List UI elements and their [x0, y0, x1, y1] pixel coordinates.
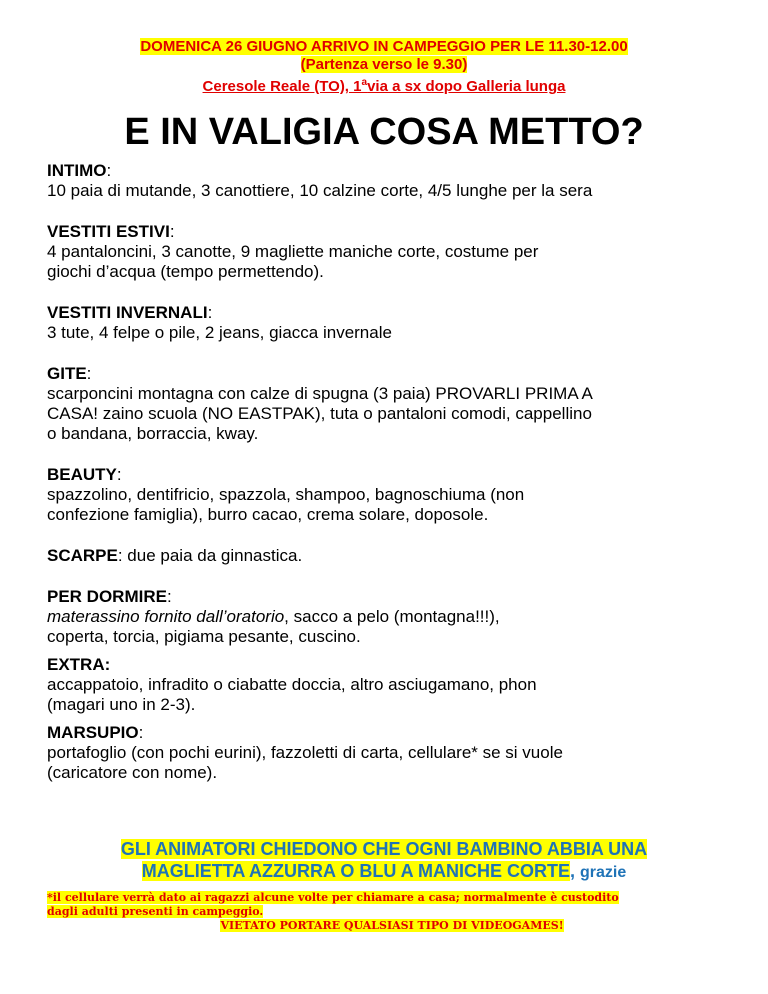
- section-per-dormire: [47, 587, 727, 647]
- footnote: [47, 891, 737, 933]
- note-comma: ,: [570, 861, 581, 881]
- section-gite: [47, 364, 727, 444]
- location-sup: a: [361, 77, 368, 88]
- section-heading: BEAUTY: [47, 465, 117, 484]
- note-line: GLI ANIMATORI CHIEDONO CHE OGNI BAMBINO ABBIA UNA: [120, 839, 648, 859]
- section-body: portafoglio (con pochi eurini), fazzoletti di carta, cellulare* se si vuole: [47, 743, 563, 762]
- arrival-line: DOMENICA 26 GIUGNO ARRIVO IN CAMPEGGIO PER LE 11.30-12.00: [140, 38, 628, 55]
- videogames-warning: VIETATO PORTARE QUALSIASI TIPO DI VIDEOGAMES!: [220, 919, 564, 932]
- section-body: CASA! zaino scuola (NO EASTPAK), tuta o pantaloni comodi, cappellino: [47, 404, 592, 423]
- section-body-italic: materassino fornito dall’oratorio: [47, 607, 285, 626]
- section-vestiti-invernali: [47, 303, 727, 343]
- section-body: scarponcini montagna con calze di spugna (3 paia) PROVARLI PRIMA A: [47, 384, 593, 403]
- footnote-line: *il cellulare verrà dato ai ragazzi alcune volte per chiamare a casa; normalmente è custodito: [47, 891, 619, 904]
- section-body: 3 tute, 4 felpe o pile, 2 jeans, giacca invernale: [47, 323, 392, 342]
- section-heading: GITE: [47, 364, 87, 383]
- section-heading: VESTITI ESTIVI: [47, 222, 170, 241]
- section-marsupio: [47, 723, 727, 783]
- location-text: Ceresole Reale (TO), 1: [202, 78, 362, 95]
- section-body: (magari uno in 2-3).: [47, 695, 196, 714]
- section-body: o bandana, borraccia, kway.: [47, 424, 259, 443]
- section-body: confezione famiglia), burro cacao, crema solare, doposole.: [47, 505, 489, 524]
- note-line: MAGLIETTA AZZURRA O BLU A MANICHE CORTE: [141, 861, 571, 881]
- section-body: coperta, torcia, pigiama pesante, cuscino.: [47, 627, 361, 646]
- section-heading: PER DORMIRE: [47, 587, 167, 606]
- page-title: E IN VALIGIA COSA METTO?: [124, 111, 644, 153]
- section-body: accappatoio, infradito o ciabatte doccia, altro asciugamano, phon: [47, 675, 537, 694]
- location-line: [0, 74, 768, 96]
- section-heading: INTIMO: [47, 161, 107, 180]
- heading-colon: :: [106, 161, 112, 180]
- heading-colon: :: [116, 465, 122, 484]
- section-body: spazzolino, dentifricio, spazzola, shampoo, bagnoschiuma (non: [47, 485, 525, 504]
- section-beauty: [47, 465, 727, 525]
- section-vestiti-estivi: [47, 222, 727, 282]
- section-body: (caricatore con nome).: [47, 763, 218, 782]
- section-extra: [47, 655, 727, 715]
- section-heading: VESTITI INVERNALI: [47, 303, 208, 322]
- section-scarpe: [47, 546, 727, 566]
- header-info: [0, 38, 768, 96]
- heading-colon: :: [138, 723, 144, 742]
- section-heading: MARSUPIO: [47, 723, 139, 742]
- footnote-line: dagli adulti presenti in campeggio.: [47, 905, 264, 918]
- section-body: giochi d’acqua (tempo permettendo).: [47, 262, 324, 281]
- note-thanks: grazie: [580, 864, 627, 881]
- section-body: , sacco a pelo (montagna!!!),: [284, 607, 500, 626]
- location-text-rest: via a sx dopo Galleria lunga: [367, 78, 566, 95]
- departure-line: (Partenza verso le 9.30): [300, 56, 468, 73]
- animators-note: [0, 838, 768, 884]
- section-body: : due paia da ginnastica.: [117, 546, 303, 565]
- section-intimo: [47, 161, 727, 201]
- section-heading: EXTRA:: [47, 655, 111, 674]
- section-body: 4 pantaloncini, 3 canotte, 9 magliette maniche corte, costume per: [47, 242, 539, 261]
- section-body: 10 paia di mutande, 3 canottiere, 10 calzine corte, 4/5 lunghe per la sera: [47, 181, 593, 200]
- heading-colon: :: [86, 364, 92, 383]
- packing-list: [47, 161, 727, 783]
- heading-colon: :: [169, 222, 175, 241]
- heading-colon: :: [166, 587, 172, 606]
- heading-colon: :: [207, 303, 213, 322]
- section-heading: SCARPE: [47, 546, 118, 565]
